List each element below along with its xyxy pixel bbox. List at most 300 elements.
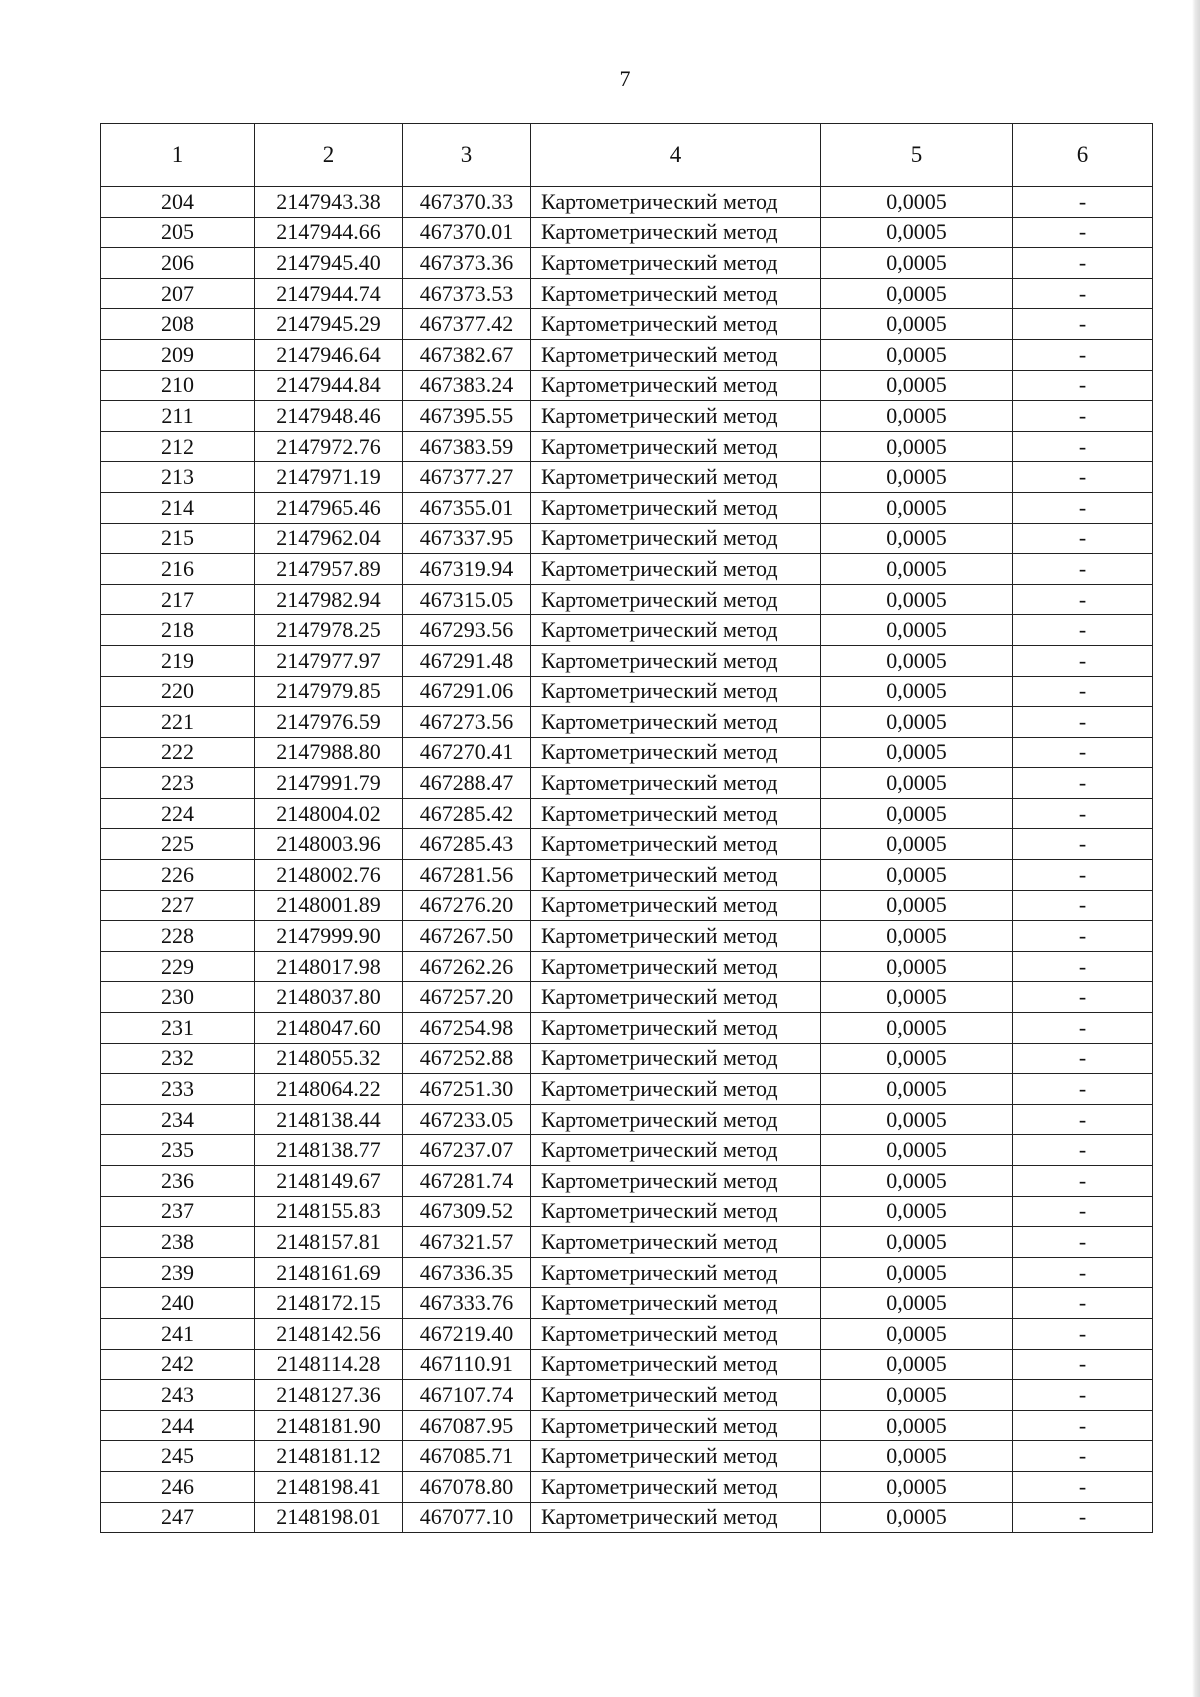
x-coordinate-cell: 2147977.97 xyxy=(255,645,403,676)
point-number-cell: 247 xyxy=(101,1502,255,1533)
note-cell: - xyxy=(1013,1318,1153,1349)
note-cell: - xyxy=(1013,401,1153,432)
x-coordinate-cell: 2147944.66 xyxy=(255,217,403,248)
y-coordinate-cell: 467219.40 xyxy=(403,1318,531,1349)
accuracy-cell: 0,0005 xyxy=(821,707,1013,738)
header-cell: 2 xyxy=(255,124,403,187)
table-header xyxy=(101,124,1153,187)
x-coordinate-cell: 2148017.98 xyxy=(255,951,403,982)
table-row xyxy=(101,492,1153,523)
point-number-cell: 210 xyxy=(101,370,255,401)
header-cell: 5 xyxy=(821,124,1013,187)
point-number-cell: 217 xyxy=(101,584,255,615)
point-number-cell: 213 xyxy=(101,462,255,493)
method-cell: Картометрический метод xyxy=(531,951,821,982)
y-coordinate-cell: 467281.56 xyxy=(403,860,531,891)
note-cell: - xyxy=(1013,187,1153,218)
point-number-cell: 240 xyxy=(101,1288,255,1319)
method-cell: Картометрический метод xyxy=(531,1441,821,1472)
x-coordinate-cell: 2148047.60 xyxy=(255,1013,403,1044)
method-cell: Картометрический метод xyxy=(531,890,821,921)
note-cell: - xyxy=(1013,1410,1153,1441)
x-coordinate-cell: 2148127.36 xyxy=(255,1380,403,1411)
table-row xyxy=(101,1380,1153,1411)
note-cell: - xyxy=(1013,584,1153,615)
y-coordinate-cell: 467337.95 xyxy=(403,523,531,554)
method-cell: Картометрический метод xyxy=(531,1502,821,1533)
y-coordinate-cell: 467309.52 xyxy=(403,1196,531,1227)
y-coordinate-cell: 467382.67 xyxy=(403,339,531,370)
accuracy-cell: 0,0005 xyxy=(821,1013,1013,1044)
point-number-cell: 209 xyxy=(101,339,255,370)
method-cell: Картометрический метод xyxy=(531,1471,821,1502)
header-cell: 6 xyxy=(1013,124,1153,187)
point-number-cell: 221 xyxy=(101,707,255,738)
note-cell: - xyxy=(1013,1013,1153,1044)
y-coordinate-cell: 467270.41 xyxy=(403,737,531,768)
point-number-cell: 225 xyxy=(101,829,255,860)
method-cell: Картометрический метод xyxy=(531,829,821,860)
method-cell: Картометрический метод xyxy=(531,1380,821,1411)
x-coordinate-cell: 2147957.89 xyxy=(255,554,403,585)
note-cell: - xyxy=(1013,1441,1153,1472)
point-number-cell: 220 xyxy=(101,676,255,707)
method-cell: Картометрический метод xyxy=(531,1410,821,1441)
table-row xyxy=(101,217,1153,248)
x-coordinate-cell: 2147982.94 xyxy=(255,584,403,615)
y-coordinate-cell: 467319.94 xyxy=(403,554,531,585)
x-coordinate-cell: 2147971.19 xyxy=(255,462,403,493)
point-number-cell: 206 xyxy=(101,248,255,279)
note-cell: - xyxy=(1013,1471,1153,1502)
method-cell: Картометрический метод xyxy=(531,187,821,218)
table-row xyxy=(101,584,1153,615)
point-number-cell: 237 xyxy=(101,1196,255,1227)
table-row xyxy=(101,248,1153,279)
table-row xyxy=(101,187,1153,218)
table-row xyxy=(101,737,1153,768)
table-row xyxy=(101,1288,1153,1319)
note-cell: - xyxy=(1013,1135,1153,1166)
accuracy-cell: 0,0005 xyxy=(821,1471,1013,1502)
note-cell: - xyxy=(1013,1196,1153,1227)
table-row xyxy=(101,1227,1153,1258)
accuracy-cell: 0,0005 xyxy=(821,737,1013,768)
note-cell: - xyxy=(1013,1166,1153,1197)
method-cell: Картометрический метод xyxy=(531,645,821,676)
method-cell: Картометрический метод xyxy=(531,921,821,952)
x-coordinate-cell: 2148037.80 xyxy=(255,982,403,1013)
note-cell: - xyxy=(1013,615,1153,646)
method-cell: Картометрический метод xyxy=(531,584,821,615)
accuracy-cell: 0,0005 xyxy=(821,1502,1013,1533)
accuracy-cell: 0,0005 xyxy=(821,1227,1013,1258)
x-coordinate-cell: 2148161.69 xyxy=(255,1257,403,1288)
x-coordinate-cell: 2147991.79 xyxy=(255,768,403,799)
x-coordinate-cell: 2148055.32 xyxy=(255,1043,403,1074)
table-row xyxy=(101,1471,1153,1502)
x-coordinate-cell: 2148172.15 xyxy=(255,1288,403,1319)
method-cell: Картометрический метод xyxy=(531,248,821,279)
accuracy-cell: 0,0005 xyxy=(821,248,1013,279)
x-coordinate-cell: 2148157.81 xyxy=(255,1227,403,1258)
x-coordinate-cell: 2148149.67 xyxy=(255,1166,403,1197)
accuracy-cell: 0,0005 xyxy=(821,1043,1013,1074)
point-number-cell: 223 xyxy=(101,768,255,799)
x-coordinate-cell: 2147979.85 xyxy=(255,676,403,707)
y-coordinate-cell: 467273.56 xyxy=(403,707,531,738)
accuracy-cell: 0,0005 xyxy=(821,921,1013,952)
accuracy-cell: 0,0005 xyxy=(821,401,1013,432)
method-cell: Картометрический метод xyxy=(531,737,821,768)
note-cell: - xyxy=(1013,645,1153,676)
x-coordinate-cell: 2148138.77 xyxy=(255,1135,403,1166)
y-coordinate-cell: 467276.20 xyxy=(403,890,531,921)
method-cell: Картометрический метод xyxy=(531,554,821,585)
accuracy-cell: 0,0005 xyxy=(821,1349,1013,1380)
note-cell: - xyxy=(1013,1074,1153,1105)
table-row xyxy=(101,890,1153,921)
x-coordinate-cell: 2147972.76 xyxy=(255,431,403,462)
accuracy-cell: 0,0005 xyxy=(821,523,1013,554)
table-row xyxy=(101,1502,1153,1533)
note-cell: - xyxy=(1013,523,1153,554)
table-row xyxy=(101,401,1153,432)
point-number-cell: 231 xyxy=(101,1013,255,1044)
note-cell: - xyxy=(1013,921,1153,952)
x-coordinate-cell: 2148138.44 xyxy=(255,1104,403,1135)
x-coordinate-cell: 2147965.46 xyxy=(255,492,403,523)
method-cell: Картометрический метод xyxy=(531,798,821,829)
y-coordinate-cell: 467315.05 xyxy=(403,584,531,615)
table-row xyxy=(101,1410,1153,1441)
accuracy-cell: 0,0005 xyxy=(821,1135,1013,1166)
point-number-cell: 215 xyxy=(101,523,255,554)
method-cell: Картометрический метод xyxy=(531,1166,821,1197)
table-row xyxy=(101,462,1153,493)
point-number-cell: 216 xyxy=(101,554,255,585)
note-cell: - xyxy=(1013,1043,1153,1074)
accuracy-cell: 0,0005 xyxy=(821,860,1013,891)
method-cell: Картометрический метод xyxy=(531,1318,821,1349)
note-cell: - xyxy=(1013,492,1153,523)
method-cell: Картометрический метод xyxy=(531,431,821,462)
y-coordinate-cell: 467237.07 xyxy=(403,1135,531,1166)
y-coordinate-cell: 467336.35 xyxy=(403,1257,531,1288)
method-cell: Картометрический метод xyxy=(531,707,821,738)
y-coordinate-cell: 467383.59 xyxy=(403,431,531,462)
method-cell: Картометрический метод xyxy=(531,982,821,1013)
accuracy-cell: 0,0005 xyxy=(821,1196,1013,1227)
x-coordinate-cell: 2148142.56 xyxy=(255,1318,403,1349)
point-number-cell: 244 xyxy=(101,1410,255,1441)
table-row xyxy=(101,1074,1153,1105)
note-cell: - xyxy=(1013,890,1153,921)
y-coordinate-cell: 467254.98 xyxy=(403,1013,531,1044)
x-coordinate-cell: 2147962.04 xyxy=(255,523,403,554)
accuracy-cell: 0,0005 xyxy=(821,370,1013,401)
y-coordinate-cell: 467355.01 xyxy=(403,492,531,523)
accuracy-cell: 0,0005 xyxy=(821,1166,1013,1197)
table-row xyxy=(101,951,1153,982)
y-coordinate-cell: 467257.20 xyxy=(403,982,531,1013)
note-cell: - xyxy=(1013,860,1153,891)
accuracy-cell: 0,0005 xyxy=(821,1380,1013,1411)
accuracy-cell: 0,0005 xyxy=(821,278,1013,309)
y-coordinate-cell: 467288.47 xyxy=(403,768,531,799)
y-coordinate-cell: 467293.56 xyxy=(403,615,531,646)
accuracy-cell: 0,0005 xyxy=(821,1318,1013,1349)
table-row xyxy=(101,1318,1153,1349)
x-coordinate-cell: 2147945.29 xyxy=(255,309,403,340)
note-cell: - xyxy=(1013,217,1153,248)
accuracy-cell: 0,0005 xyxy=(821,829,1013,860)
note-cell: - xyxy=(1013,309,1153,340)
table-row xyxy=(101,829,1153,860)
method-cell: Картометрический метод xyxy=(531,278,821,309)
method-cell: Картометрический метод xyxy=(531,1257,821,1288)
y-coordinate-cell: 467233.05 xyxy=(403,1104,531,1135)
table-row xyxy=(101,1043,1153,1074)
accuracy-cell: 0,0005 xyxy=(821,798,1013,829)
x-coordinate-cell: 2147948.46 xyxy=(255,401,403,432)
note-cell: - xyxy=(1013,554,1153,585)
accuracy-cell: 0,0005 xyxy=(821,309,1013,340)
header-cell: 3 xyxy=(403,124,531,187)
method-cell: Картометрический метод xyxy=(531,1227,821,1258)
point-number-cell: 233 xyxy=(101,1074,255,1105)
y-coordinate-cell: 467321.57 xyxy=(403,1227,531,1258)
x-coordinate-cell: 2148002.76 xyxy=(255,860,403,891)
y-coordinate-cell: 467370.01 xyxy=(403,217,531,248)
coordinates-table xyxy=(100,123,1153,1533)
page-number: 7 xyxy=(619,66,631,91)
x-coordinate-cell: 2147976.59 xyxy=(255,707,403,738)
table-row xyxy=(101,370,1153,401)
note-cell: - xyxy=(1013,1349,1153,1380)
note-cell: - xyxy=(1013,1257,1153,1288)
y-coordinate-cell: 467333.76 xyxy=(403,1288,531,1319)
method-cell: Картометрический метод xyxy=(531,1349,821,1380)
x-coordinate-cell: 2148001.89 xyxy=(255,890,403,921)
coordinates-table-container xyxy=(100,123,1152,1533)
y-coordinate-cell: 467281.74 xyxy=(403,1166,531,1197)
note-cell: - xyxy=(1013,431,1153,462)
y-coordinate-cell: 467285.42 xyxy=(403,798,531,829)
point-number-cell: 229 xyxy=(101,951,255,982)
point-number-cell: 214 xyxy=(101,492,255,523)
x-coordinate-cell: 2147944.74 xyxy=(255,278,403,309)
y-coordinate-cell: 467373.53 xyxy=(403,278,531,309)
point-number-cell: 212 xyxy=(101,431,255,462)
point-number-cell: 241 xyxy=(101,1318,255,1349)
method-cell: Картометрический метод xyxy=(531,860,821,891)
note-cell: - xyxy=(1013,248,1153,279)
point-number-cell: 208 xyxy=(101,309,255,340)
accuracy-cell: 0,0005 xyxy=(821,768,1013,799)
method-cell: Картометрический метод xyxy=(531,1074,821,1105)
point-number-cell: 207 xyxy=(101,278,255,309)
accuracy-cell: 0,0005 xyxy=(821,431,1013,462)
header-cell: 4 xyxy=(531,124,821,187)
method-cell: Картометрический метод xyxy=(531,676,821,707)
x-coordinate-cell: 2148003.96 xyxy=(255,829,403,860)
x-coordinate-cell: 2148004.02 xyxy=(255,798,403,829)
point-number-cell: 228 xyxy=(101,921,255,952)
x-coordinate-cell: 2147946.64 xyxy=(255,339,403,370)
x-coordinate-cell: 2147944.84 xyxy=(255,370,403,401)
y-coordinate-cell: 467110.91 xyxy=(403,1349,531,1380)
table-row xyxy=(101,615,1153,646)
point-number-cell: 235 xyxy=(101,1135,255,1166)
note-cell: - xyxy=(1013,829,1153,860)
method-cell: Картометрический метод xyxy=(531,768,821,799)
table-row xyxy=(101,523,1153,554)
point-number-cell: 238 xyxy=(101,1227,255,1258)
y-coordinate-cell: 467262.26 xyxy=(403,951,531,982)
table-row xyxy=(101,1196,1153,1227)
accuracy-cell: 0,0005 xyxy=(821,217,1013,248)
point-number-cell: 234 xyxy=(101,1104,255,1135)
note-cell: - xyxy=(1013,951,1153,982)
y-coordinate-cell: 467395.55 xyxy=(403,401,531,432)
accuracy-cell: 0,0005 xyxy=(821,492,1013,523)
point-number-cell: 226 xyxy=(101,860,255,891)
y-coordinate-cell: 467291.48 xyxy=(403,645,531,676)
point-number-cell: 218 xyxy=(101,615,255,646)
x-coordinate-cell: 2148064.22 xyxy=(255,1074,403,1105)
note-cell: - xyxy=(1013,737,1153,768)
note-cell: - xyxy=(1013,1288,1153,1319)
table-row xyxy=(101,1441,1153,1472)
x-coordinate-cell: 2148114.28 xyxy=(255,1349,403,1380)
point-number-cell: 211 xyxy=(101,401,255,432)
accuracy-cell: 0,0005 xyxy=(821,1257,1013,1288)
note-cell: - xyxy=(1013,982,1153,1013)
table-row xyxy=(101,982,1153,1013)
x-coordinate-cell: 2148181.90 xyxy=(255,1410,403,1441)
table-row xyxy=(101,339,1153,370)
table-body xyxy=(101,187,1153,1533)
table-row xyxy=(101,676,1153,707)
y-coordinate-cell: 467251.30 xyxy=(403,1074,531,1105)
method-cell: Картометрический метод xyxy=(531,1013,821,1044)
y-coordinate-cell: 467077.10 xyxy=(403,1502,531,1533)
note-cell: - xyxy=(1013,462,1153,493)
x-coordinate-cell: 2147945.40 xyxy=(255,248,403,279)
note-cell: - xyxy=(1013,278,1153,309)
x-coordinate-cell: 2147943.38 xyxy=(255,187,403,218)
table-row xyxy=(101,1349,1153,1380)
accuracy-cell: 0,0005 xyxy=(821,187,1013,218)
x-coordinate-cell: 2148181.12 xyxy=(255,1441,403,1472)
point-number-cell: 219 xyxy=(101,645,255,676)
method-cell: Картометрический метод xyxy=(531,615,821,646)
accuracy-cell: 0,0005 xyxy=(821,584,1013,615)
y-coordinate-cell: 467107.74 xyxy=(403,1380,531,1411)
point-number-cell: 205 xyxy=(101,217,255,248)
table-row xyxy=(101,1166,1153,1197)
y-coordinate-cell: 467377.42 xyxy=(403,309,531,340)
method-cell: Картометрический метод xyxy=(531,1043,821,1074)
point-number-cell: 224 xyxy=(101,798,255,829)
method-cell: Картометрический метод xyxy=(531,309,821,340)
point-number-cell: 242 xyxy=(101,1349,255,1380)
accuracy-cell: 0,0005 xyxy=(821,339,1013,370)
x-coordinate-cell: 2148198.41 xyxy=(255,1471,403,1502)
note-cell: - xyxy=(1013,1227,1153,1258)
table-row xyxy=(101,921,1153,952)
x-coordinate-cell: 2147978.25 xyxy=(255,615,403,646)
note-cell: - xyxy=(1013,1104,1153,1135)
accuracy-cell: 0,0005 xyxy=(821,615,1013,646)
accuracy-cell: 0,0005 xyxy=(821,554,1013,585)
point-number-cell: 227 xyxy=(101,890,255,921)
table-row xyxy=(101,707,1153,738)
table-row xyxy=(101,860,1153,891)
method-cell: Картометрический метод xyxy=(531,339,821,370)
method-cell: Картометрический метод xyxy=(531,1196,821,1227)
accuracy-cell: 0,0005 xyxy=(821,1441,1013,1472)
note-cell: - xyxy=(1013,707,1153,738)
x-coordinate-cell: 2148198.01 xyxy=(255,1502,403,1533)
y-coordinate-cell: 467370.33 xyxy=(403,187,531,218)
table-row xyxy=(101,309,1153,340)
point-number-cell: 204 xyxy=(101,187,255,218)
y-coordinate-cell: 467087.95 xyxy=(403,1410,531,1441)
accuracy-cell: 0,0005 xyxy=(821,1288,1013,1319)
note-cell: - xyxy=(1013,1502,1153,1533)
accuracy-cell: 0,0005 xyxy=(821,951,1013,982)
table-row xyxy=(101,431,1153,462)
point-number-cell: 239 xyxy=(101,1257,255,1288)
accuracy-cell: 0,0005 xyxy=(821,645,1013,676)
y-coordinate-cell: 467085.71 xyxy=(403,1441,531,1472)
header-cell: 1 xyxy=(101,124,255,187)
accuracy-cell: 0,0005 xyxy=(821,982,1013,1013)
scan-edge-shadow xyxy=(1192,0,1200,1697)
method-cell: Картометрический метод xyxy=(531,523,821,554)
note-cell: - xyxy=(1013,339,1153,370)
accuracy-cell: 0,0005 xyxy=(821,1074,1013,1105)
y-coordinate-cell: 467291.06 xyxy=(403,676,531,707)
y-coordinate-cell: 467252.88 xyxy=(403,1043,531,1074)
accuracy-cell: 0,0005 xyxy=(821,890,1013,921)
method-cell: Картометрический метод xyxy=(531,492,821,523)
y-coordinate-cell: 467267.50 xyxy=(403,921,531,952)
point-number-cell: 236 xyxy=(101,1166,255,1197)
y-coordinate-cell: 467373.36 xyxy=(403,248,531,279)
x-coordinate-cell: 2147988.80 xyxy=(255,737,403,768)
x-coordinate-cell: 2148155.83 xyxy=(255,1196,403,1227)
point-number-cell: 243 xyxy=(101,1380,255,1411)
table-row xyxy=(101,1013,1153,1044)
point-number-cell: 222 xyxy=(101,737,255,768)
accuracy-cell: 0,0005 xyxy=(821,1104,1013,1135)
accuracy-cell: 0,0005 xyxy=(821,676,1013,707)
point-number-cell: 232 xyxy=(101,1043,255,1074)
table-row xyxy=(101,278,1153,309)
table-row xyxy=(101,798,1153,829)
method-cell: Картометрический метод xyxy=(531,370,821,401)
method-cell: Картометрический метод xyxy=(531,401,821,432)
method-cell: Картометрический метод xyxy=(531,1104,821,1135)
note-cell: - xyxy=(1013,370,1153,401)
table-row xyxy=(101,768,1153,799)
accuracy-cell: 0,0005 xyxy=(821,1410,1013,1441)
y-coordinate-cell: 467377.27 xyxy=(403,462,531,493)
note-cell: - xyxy=(1013,768,1153,799)
